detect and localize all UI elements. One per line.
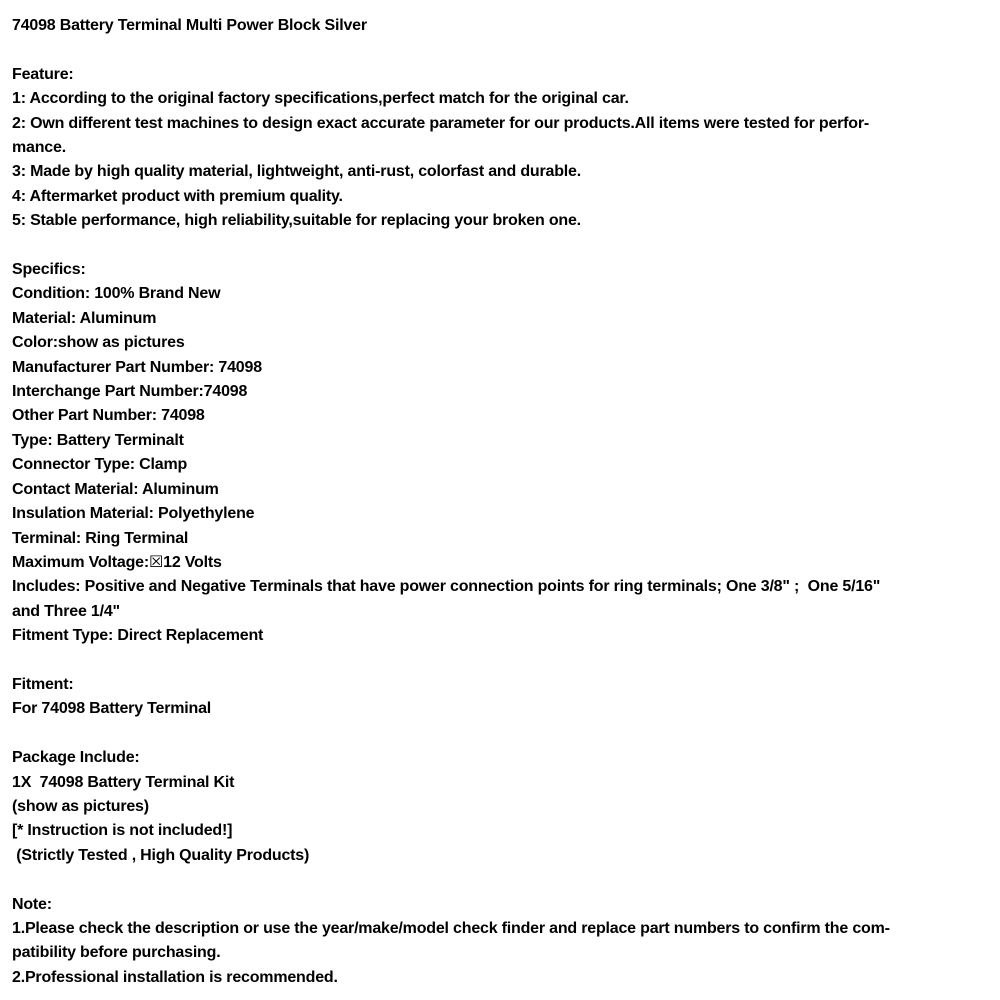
text-line: 2: Own different test machines to design exact accurate parameter for our products.All items were tested for perfor- bbox=[12, 114, 870, 132]
text-line: 1: According to the original factory specifications,perfect match for the original car. bbox=[12, 90, 629, 108]
text-line: Connector Type: Clamp bbox=[12, 456, 188, 474]
text-line: Includes: Positive and Negative Terminals that have power connection points for ring terminals; One 3/8" ; One 5/16" bbox=[12, 578, 881, 596]
section-feature bbox=[12, 63, 988, 234]
section-body-feature bbox=[12, 87, 988, 233]
text-line: Manufacturer Part Number: 74098 bbox=[12, 358, 262, 376]
section-package bbox=[12, 746, 988, 868]
text-line: mance. bbox=[12, 139, 66, 157]
section-body-package bbox=[12, 771, 988, 869]
text-line: For 74098 Battery Terminal bbox=[12, 700, 212, 718]
text-line: 1X 74098 Battery Terminal Kit bbox=[12, 773, 235, 791]
text-line: Maximum Voltage:☒12 Volts bbox=[12, 553, 222, 571]
section-body-specifics bbox=[12, 282, 988, 648]
text-line: 3: Made by high quality material, lightweight, anti-rust, colorfast and durable. bbox=[12, 163, 581, 181]
text-line: Contact Material: Aluminum bbox=[12, 480, 219, 498]
text-line: 1.Please check the description or use the year/make/model check finder and replace part numbers to confirm the com- bbox=[12, 919, 890, 937]
section-heading-specifics: Specifics: bbox=[12, 261, 86, 279]
section-heading-fitment: Fitment: bbox=[12, 675, 74, 693]
text-line: 2.Professional installation is recommended. bbox=[12, 968, 338, 986]
text-line: 4: Aftermarket product with premium quality. bbox=[12, 187, 343, 205]
section-body-note bbox=[12, 917, 988, 990]
text-line: Insulation Material: Polyethylene bbox=[12, 505, 255, 523]
section-fitment bbox=[12, 673, 988, 722]
section-heading-package: Package Include: bbox=[12, 749, 140, 767]
text-line: Condition: 100% Brand New bbox=[12, 285, 221, 303]
text-line: (Strictly Tested , High Quality Products) bbox=[12, 846, 310, 864]
product-title: 74098 Battery Terminal Multi Power Block Silver bbox=[12, 17, 367, 34]
section-body-fitment bbox=[12, 697, 988, 721]
text-line: 5: Stable performance, high reliability,suitable for replacing your broken one. bbox=[12, 212, 581, 230]
section-specifics bbox=[12, 258, 988, 649]
section-heading-feature: Feature: bbox=[12, 65, 74, 83]
text-line: patibility before purchasing. bbox=[12, 944, 221, 962]
text-line: Type: Battery Terminalt bbox=[12, 431, 184, 449]
text-line: Interchange Part Number:74098 bbox=[12, 383, 248, 401]
text-line: (show as pictures) bbox=[12, 797, 149, 815]
text-line: and Three 1/4" bbox=[12, 602, 120, 620]
text-line: [* Instruction is not included!] bbox=[12, 822, 233, 840]
text-line: Color:show as pictures bbox=[12, 334, 185, 352]
text-line: Terminal: Ring Terminal bbox=[12, 529, 189, 547]
text-line: Other Part Number: 74098 bbox=[12, 407, 205, 425]
section-note bbox=[12, 893, 988, 991]
text-line: Material: Aluminum bbox=[12, 309, 157, 327]
section-heading-note: Note: bbox=[12, 895, 52, 913]
text-line: Fitment Type: Direct Replacement bbox=[12, 627, 264, 645]
